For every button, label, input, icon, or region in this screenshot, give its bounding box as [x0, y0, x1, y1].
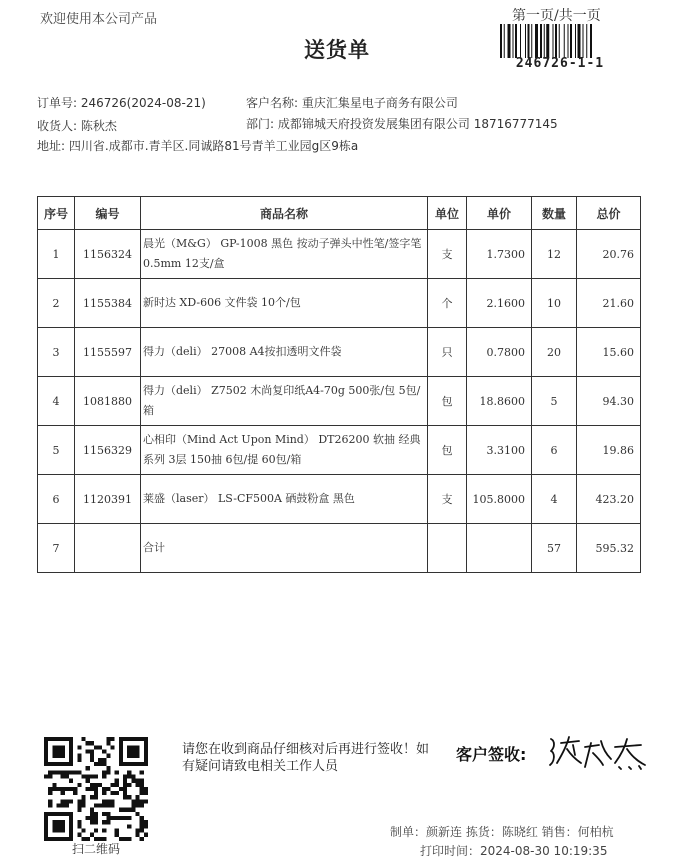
row-qty: 12: [532, 230, 577, 279]
customer-sign-label: 客户签收:: [456, 745, 527, 764]
table-row: [38, 230, 641, 279]
row-unit: 只: [428, 328, 467, 377]
summary-no: 7: [38, 524, 75, 573]
summary-label: 合计: [141, 524, 428, 573]
order-label: 订单号:: [37, 96, 78, 110]
print-time: 打印时间：2024-08-30 10:19:35: [420, 844, 608, 858]
table-row: [38, 377, 641, 426]
row-no: 4: [38, 377, 75, 426]
customer-label: 客户名称:: [246, 96, 299, 110]
row-price: 18.8600: [467, 377, 532, 426]
row-unit: 支: [428, 475, 467, 524]
row-name: 新时达 XD-606 文件袋 10个/包: [141, 279, 428, 328]
row-total: 19.86: [577, 426, 641, 475]
row-unit: 个: [428, 279, 467, 328]
notice-text: 请您在收到商品仔细核对后再进行签收！如有疑问请致电相关工作人员: [182, 742, 430, 774]
customer-value: 重庆汇集星电子商务有限公司: [301, 96, 458, 110]
row-code: 1156329: [75, 426, 141, 475]
col-header-unit: 单位: [428, 197, 467, 230]
table-row: [38, 475, 641, 524]
row-no: 6: [38, 475, 75, 524]
row-unit: 支: [428, 230, 467, 279]
receiver-value: 陈秋杰: [80, 119, 117, 133]
row-qty: 10: [532, 279, 577, 328]
col-header-no: 序号: [38, 197, 75, 230]
row-price: 1.7300: [467, 230, 532, 279]
summary-qty: 57: [532, 524, 577, 573]
summary-price: [467, 524, 532, 573]
row-code: 1155597: [75, 328, 141, 377]
row-total: 15.60: [577, 328, 641, 377]
row-code: 1156324: [75, 230, 141, 279]
row-no: 1: [38, 230, 75, 279]
row-name: 得力（deli） Z7502 木尚复印纸A4-70g 500张/包 5包/箱: [141, 377, 428, 426]
customer-name: [246, 94, 458, 111]
table-row: [38, 279, 641, 328]
department: [246, 115, 558, 132]
row-code: 1081880: [75, 377, 141, 426]
summary-row: [38, 524, 641, 573]
table-row: [38, 328, 641, 377]
row-total: 20.76: [577, 230, 641, 279]
row-price: 105.8000: [467, 475, 532, 524]
row-price: 2.1600: [467, 279, 532, 328]
order-value: 246726(2024-08-21): [80, 96, 206, 110]
col-header-code: 编号: [75, 197, 141, 230]
row-name: 莱盛（laser） LS-CF500A 硒鼓粉盒 黑色: [141, 475, 428, 524]
row-total: 94.30: [577, 377, 641, 426]
row-total: 423.20: [577, 475, 641, 524]
dept-value: 成都锦城天府投资发展集团有限公司 18716777145: [277, 117, 558, 131]
welcome-text: 欢迎使用本公司产品: [40, 12, 158, 27]
row-no: 2: [38, 279, 75, 328]
col-header-price: 单价: [467, 197, 532, 230]
summary-code: [75, 524, 141, 573]
row-code: 1120391: [75, 475, 141, 524]
address: [37, 137, 358, 154]
row-total: 21.60: [577, 279, 641, 328]
table-row: [38, 426, 641, 475]
items-table: [37, 196, 641, 573]
page-indicator: 第一页/共一页: [512, 8, 601, 24]
row-qty: 6: [532, 426, 577, 475]
row-qty: 20: [532, 328, 577, 377]
staff-line: 制单：颜新连 拣货：陈晓红 销售：何柏杭: [390, 825, 614, 839]
address-value: 四川省.成都市.青羊区.同诚路81号青羊工业园g区9栋a: [68, 139, 359, 153]
row-name: 得力（deli） 27008 A4按扣透明文件袋: [141, 328, 428, 377]
row-no: 5: [38, 426, 75, 475]
row-price: 3.3100: [467, 426, 532, 475]
document-title: 送货单: [304, 38, 370, 62]
receiver: [37, 117, 117, 134]
order-number: [37, 94, 206, 111]
qr-label: 扫二维码: [71, 842, 120, 856]
barcode: [500, 24, 616, 58]
col-header-qty: 数量: [532, 197, 577, 230]
receiver-label: 收货人:: [37, 119, 78, 133]
row-qty: 4: [532, 475, 577, 524]
address-label: 地址:: [37, 139, 66, 153]
row-code: 1155384: [75, 279, 141, 328]
handwritten-signature: [545, 733, 655, 773]
table-header-row: [38, 197, 641, 230]
col-header-total: 总价: [577, 197, 641, 230]
dept-label: 部门:: [246, 117, 275, 131]
row-name: 心相印（Mind Act Upon Mind） DT26200 软抽 经典系列 3层 150抽 6包/提 60包/箱: [141, 426, 428, 475]
barcode-number: 246726-1-1: [515, 56, 605, 71]
col-header-name: 商品名称: [141, 197, 428, 230]
row-unit: 包: [428, 426, 467, 475]
summary-total: 595.32: [577, 524, 641, 573]
row-price: 0.7800: [467, 328, 532, 377]
row-qty: 5: [532, 377, 577, 426]
row-no: 3: [38, 328, 75, 377]
row-name: 晨光（M&G） GP-1008 黑色 按动子弹头中性笔/签字笔0.5mm 12支/盒: [141, 230, 428, 279]
qr-code: [44, 737, 148, 841]
row-unit: 包: [428, 377, 467, 426]
summary-unit: [428, 524, 467, 573]
